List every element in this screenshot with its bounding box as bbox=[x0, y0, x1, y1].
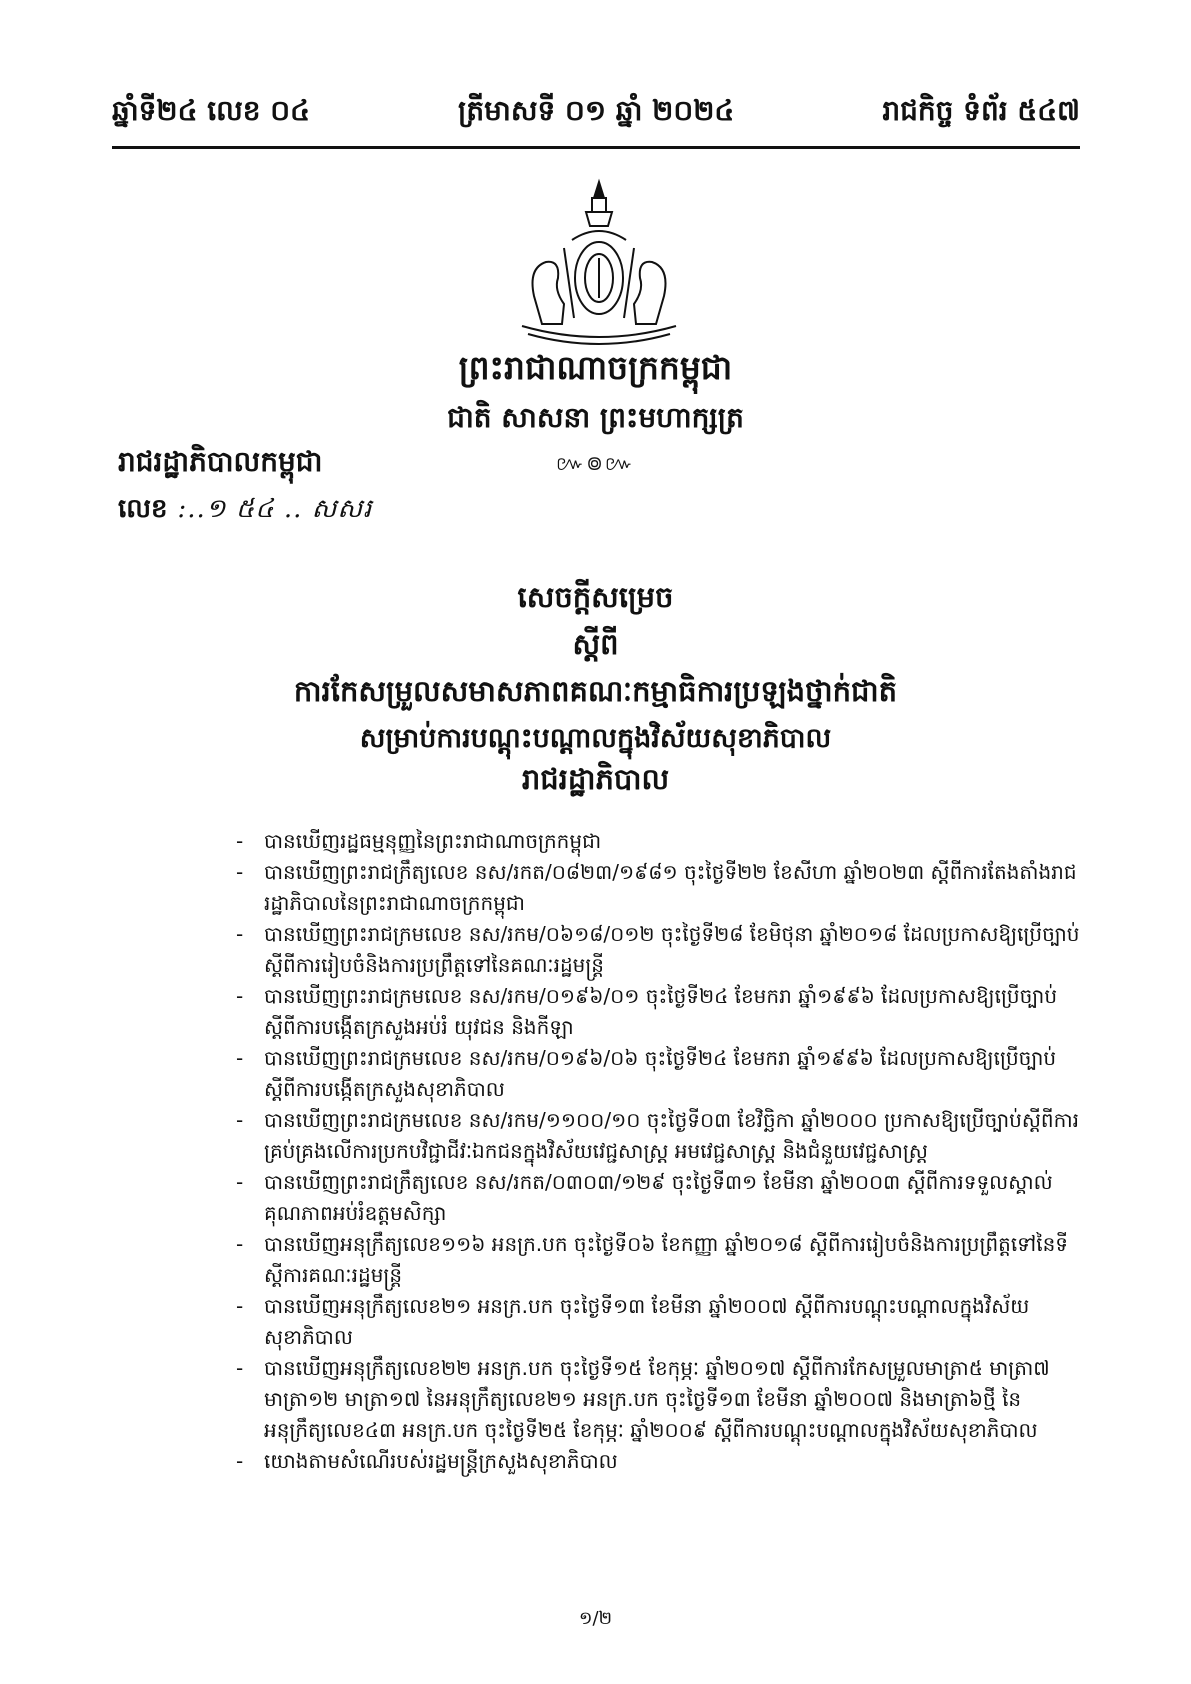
list-item-text: យោងតាមសំណើរបស់រដ្ឋមន្ត្រីក្រសួងសុខាភិបាល bbox=[264, 1449, 618, 1473]
list-item: - បានឃើញអនុក្រឹត្យលេខ២២ អនក្រ.បក ចុះថ្ងៃទី១៥ ខែកុម្ភៈ ឆ្នាំ២០១៧ ស្តីពីការកែសម្រួលមាត្រា៥ មាត្រា៧ មាត្រា១២ មាត្រា១៧ នៃអនុក្រឹត្យលេខ២១ អនក្រ.បក ចុះថ្ងៃទី១៣ ខែមីនា ឆ្នាំ២០០៧ និងមាត្រា៦ថ្មី នៃអនុក្រឹត្យលេខ៤៣ អនក្រ.បក ចុះថ្ងៃទី២៥ ខែកុម្ភៈ ឆ្នាំ២០០៩ ស្តីពីការបណ្តុះបណ្តាលក្នុងវិស័យសុខាភិបាល bbox=[236, 1356, 1050, 1442]
title-line-2: ស្តីពី bbox=[572, 627, 619, 661]
list-item: - បានឃើញព្រះរាជក្រមលេខ នស/រកម/០៦១៨/០១២ ចុះថ្ងៃទី២៨ ខែមិថុនា ឆ្នាំ២០១៨ ដែលប្រកាសឱ្យប្រើច្បាប់ស្តីពីការរៀបចំនិងការប្រព្រឹត្តទៅនៃគណៈរដ្ឋមន្ត្រី bbox=[236, 922, 1080, 977]
list-item: - បានឃើញព្រះរាជក្រមលេខ នស/រកម/០១៩៦/០៦ ចុះថ្ងៃទី២៤ ខែមករា ឆ្នាំ១៩៩៦ ដែលប្រកាសឱ្យប្រើច្បាប់ស្តីពីការបង្កើតក្រសួងសុខាភិបាល bbox=[236, 1046, 1057, 1101]
header-rule bbox=[112, 146, 1080, 149]
decision-number-label: លេខ bbox=[118, 494, 168, 524]
royal-coat-of-arms-icon bbox=[514, 178, 684, 348]
kingdom-title: ព្រះរាជាណាចក្រកម្ពុជា bbox=[458, 348, 733, 387]
title-line-3: ការកែសម្រួលសមាសភាពគណៈកម្មាធិការប្រឡងថ្នាក់ជាតិ bbox=[293, 674, 898, 708]
list-item-text: បានឃើញរដ្ឋធម្មនុញ្ញនៃព្រះរាជាណាចក្រកម្ពុជា bbox=[264, 829, 602, 853]
header-page: រាជកិច្ច ទំព័រ ៥៤៧ bbox=[882, 94, 1080, 127]
title-line-4: សម្រាប់ការបណ្តុះបណ្តាលក្នុងវិស័យសុខាភិបាល bbox=[359, 723, 832, 754]
list-item-text: បានឃើញអនុក្រឹត្យលេខ១១៦ អនក្រ.បក ចុះថ្ងៃទី០៦ ខែកញ្ញា ឆ្នាំ២០១៨ ស្តីពីការរៀបចំនិងការប្រព្រឹត្តទៅនៃទីស្តីការគណៈរដ្ឋមន្ត្រី bbox=[264, 1232, 1068, 1287]
list-item: - បានឃើញអនុក្រឹត្យលេខ១១៦ អនក្រ.បក ចុះថ្ងៃទី០៦ ខែកញ្ញា ឆ្នាំ២០១៨ ស្តីពីការរៀបចំនិងការប្រព្រឹត្តទៅនៃទីស្តីការគណៈរដ្ឋមន្ត្រី bbox=[236, 1232, 1068, 1287]
list-item-text: បានឃើញព្រះរាជក្រមលេខ នស/រកម/១១០០/១០ ចុះថ្ងៃទី០៣ ខែវិច្ឆិកា ឆ្នាំ២០០០ ប្រកាសឱ្យប្រើច្បាប់ស្តីពីការគ្រប់គ្រងលើការប្រកបវិជ្ជាជីវៈឯកជនក្នុងវិស័យវេជ្ជសាស្ត្រ អមវេជ្ជសាស្ត្រ និងជំនួយវេជ្ជសាស្ត្រ bbox=[264, 1108, 1079, 1163]
list-item-text: បានឃើញអនុក្រឹត្យលេខ២២ អនក្រ.បក ចុះថ្ងៃទី១៥ ខែកុម្ភៈ ឆ្នាំ២០១៧ ស្តីពីការកែសម្រួលមាត្រា៥ មាត្រា៧ មាត្រា១២ មាត្រា១៧ នៃអនុក្រឹត្យលេខ២១ អនក្រ.បក ចុះថ្ងៃទី១៣ ខែមីនា ឆ្នាំ២០០៧ និងមាត្រា៦ថ្មី នៃអនុក្រឹត្យលេខ៤៣ អនក្រ.បក ចុះថ្ងៃទី២៥ ខែកុម្ភៈ ឆ្នាំ២០០៩ ស្តីពីការបណ្តុះបណ្តាលក្នុងវិស័យសុខាភិបាល bbox=[264, 1356, 1050, 1442]
gazette-header bbox=[112, 86, 1080, 134]
list-item-text: បានឃើញព្រះរាជក្រមលេខ នស/រកម/០១៩៦/០១ ចុះថ្ងៃទី២៤ ខែមករា ឆ្នាំ១៩៩៦ ដែលប្រកាសឱ្យប្រើច្បាប់ស្តីពីការបង្កើតក្រសួងអប់រំ យុវជន និងកីឡា bbox=[264, 984, 1058, 1039]
decision-number-value: :..១ ៥៤ .. សសរ bbox=[177, 494, 373, 524]
ornament: ៚៙៚ bbox=[555, 451, 636, 475]
decision-title bbox=[0, 574, 1191, 762]
list-item-text: បានឃើញអនុក្រឹត្យលេខ២១ អនក្រ.បក ចុះថ្ងៃទី១៣ ខែមីនា ឆ្នាំ២០០៧ ស្តីពីការបណ្តុះបណ្តាលក្នុងវិស័យសុខាភិបាល bbox=[264, 1294, 1030, 1349]
list-item: - បានឃើញរដ្ឋធម្មនុញ្ញនៃព្រះរាជាណាចក្រកម្ពុជា bbox=[236, 829, 602, 853]
issuer: រាជរដ្ឋាភិបាលកម្ពុជា bbox=[118, 445, 323, 478]
list-item: - បានឃើញព្រះរាជក្រឹត្យលេខ នស/រកត/០៣០៣/១២៩ ចុះថ្ងៃទី៣១ ខែមីនា ឆ្នាំ២០០៣ ស្តីពីការទទួលស្គាល់គុណភាពអប់រំឧត្តមសិក្សា bbox=[236, 1170, 1053, 1225]
body-title: រាជរដ្ឋាភិបាល bbox=[521, 762, 670, 796]
list-item: - បានឃើញព្រះរាជក្រឹត្យលេខ នស/រកត/០៨២៣/១៩៨១ ចុះថ្ងៃទី២២ ខែសីហា ឆ្នាំ២០២៣ ស្តីពីការតែងតាំងរាជរដ្ឋាភិបាលនៃព្រះរាជាណាចក្រកម្ពុជា bbox=[236, 860, 1077, 915]
list-item: - បានឃើញព្រះរាជក្រមលេខ នស/រកម/១១០០/១០ ចុះថ្ងៃទី០៣ ខែវិច្ឆិកា ឆ្នាំ២០០០ ប្រកាសឱ្យប្រើច្បាប់ស្តីពីការគ្រប់គ្រងលើការប្រកបវិជ្ជាជីវៈឯកជនក្នុងវិស័យវេជ្ជសាស្ត្រ អមវេជ្ជសាស្ត្រ និងជំនួយវេជ្ជសាស្ត្រ bbox=[236, 1108, 1079, 1163]
list-item: - យោងតាមសំណើរបស់រដ្ឋមន្ត្រីក្រសួងសុខាភិបាល bbox=[236, 1449, 618, 1473]
header-issue: ឆ្នាំទី២៤ លេខ ០៤ bbox=[112, 94, 310, 127]
decision-number bbox=[118, 492, 372, 530]
title-line-1: សេចក្តីសម្រេច bbox=[517, 580, 674, 614]
list-item: - បានឃើញអនុក្រឹត្យលេខ២១ អនក្រ.បក ចុះថ្ងៃទី១៣ ខែមីនា ឆ្នាំ២០០៧ ស្តីពីការបណ្តុះបណ្តាលក្នុងវិស័យសុខាភិបាល bbox=[236, 1294, 1030, 1349]
list-item-text: បានឃើញព្រះរាជក្រឹត្យលេខ នស/រកត/០៨២៣/១៩៨១ ចុះថ្ងៃទី២២ ខែសីហា ឆ្នាំ២០២៣ ស្តីពីការតែងតាំងរាជរដ្ឋាភិបាលនៃព្រះរាជាណាចក្រកម្ពុជា bbox=[264, 860, 1077, 915]
list-item: - បានឃើញព្រះរាជក្រមលេខ នស/រកម/០១៩៦/០១ ចុះថ្ងៃទី២៤ ខែមករា ឆ្នាំ១៩៩៦ ដែលប្រកាសឱ្យប្រើច្បាប់ស្តីពីការបង្កើតក្រសួងអប់រំ យុវជន និងកីឡា bbox=[236, 984, 1058, 1039]
list-item-text: បានឃើញព្រះរាជក្រមលេខ នស/រកម/០១៩៦/០៦ ចុះថ្ងៃទី២៤ ខែមករា ឆ្នាំ១៩៩៦ ដែលប្រកាសឱ្យប្រើច្បាប់ស្តីពីការបង្កើតក្រសួងសុខាភិបាល bbox=[264, 1046, 1057, 1101]
page-number: ១/២ bbox=[578, 1608, 613, 1629]
header-quarter: ត្រីមាសទី ០១ ឆ្នាំ ២០២៤ bbox=[458, 94, 735, 127]
list-item-text: បានឃើញព្រះរាជក្រឹត្យលេខ នស/រកត/០៣០៣/១២៩ ចុះថ្ងៃទី៣១ ខែមីនា ឆ្នាំ២០០៣ ស្តីពីការទទួលស្គាល់គុណភាពអប់រំឧត្តមសិក្សា bbox=[264, 1170, 1053, 1225]
list-item-text: បានឃើញព្រះរាជក្រមលេខ នស/រកម/០៦១៨/០១២ ចុះថ្ងៃទី២៨ ខែមិថុនា ឆ្នាំ២០១៨ ដែលប្រកាសឱ្យប្រើច្បាប់ស្តីពីការរៀបចំនិងការប្រព្រឹត្តទៅនៃគណៈរដ្ឋមន្ត្រី bbox=[264, 922, 1080, 977]
national-motto: ជាតិ សាសនា ព្រះមហាក្សត្រ bbox=[447, 401, 744, 434]
preamble-list bbox=[236, 826, 1080, 1477]
